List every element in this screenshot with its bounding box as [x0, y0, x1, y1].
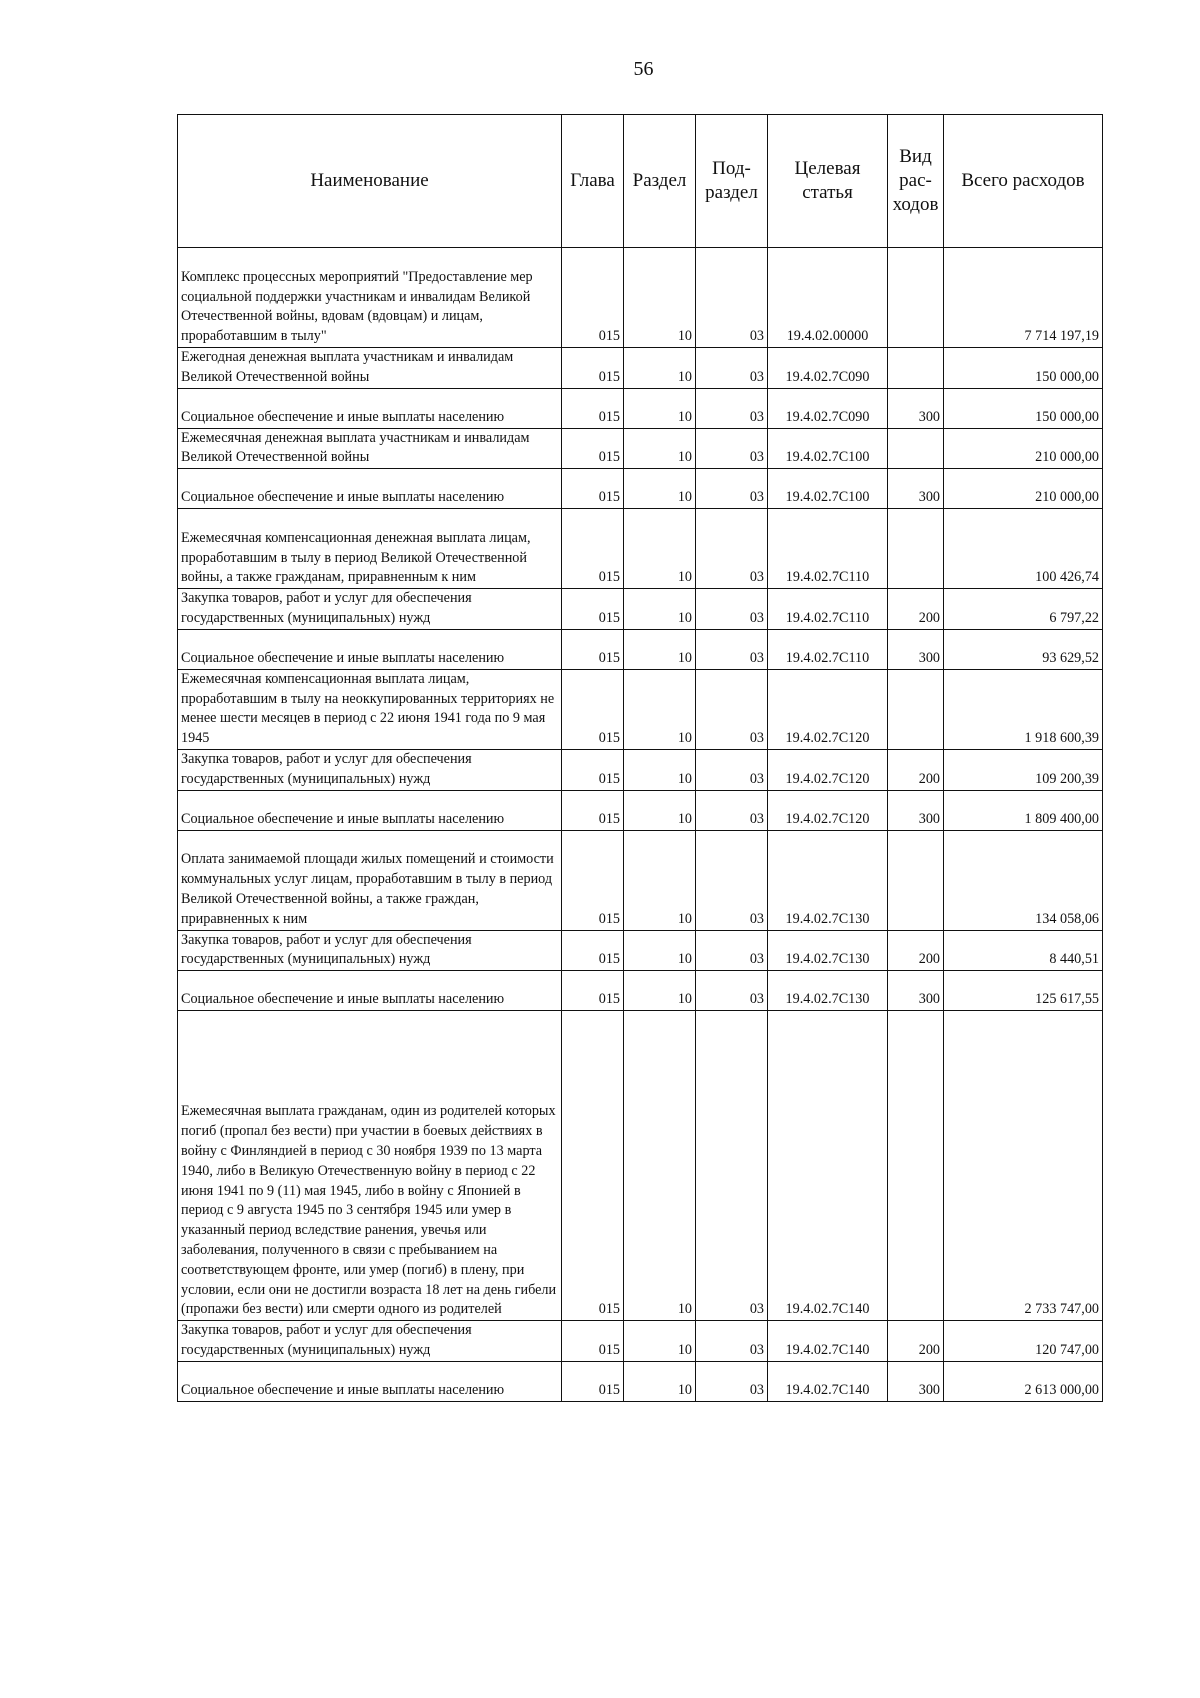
cell-vid-rashodov: 300 [888, 971, 944, 1011]
cell-podrazdel: 03 [696, 469, 768, 509]
cell-razdel: 10 [624, 428, 696, 469]
cell-vid-rashodov: 300 [888, 1361, 944, 1401]
cell-celevaya-statya: 19.4.02.7С130 [768, 971, 888, 1011]
budget-table [177, 114, 1103, 1402]
cell-name: Закупка товаров, работ и услуг для обеспечения государственных (муниципальных) нужд [178, 930, 562, 971]
cell-celevaya-statya: 19.4.02.7С110 [768, 629, 888, 669]
cell-total: 7 714 197,19 [944, 248, 1103, 348]
cell-razdel: 10 [624, 469, 696, 509]
header-vid-rashodov: Вид рас- ходов [888, 115, 944, 248]
table-row [178, 629, 1103, 669]
cell-total: 109 200,39 [944, 749, 1103, 790]
cell-total: 6 797,22 [944, 589, 1103, 630]
cell-glava: 015 [562, 1361, 624, 1401]
cell-podrazdel: 03 [696, 790, 768, 830]
cell-vid-rashodov [888, 830, 944, 930]
cell-celevaya-statya: 19.4.02.7С140 [768, 1011, 888, 1321]
cell-razdel: 10 [624, 971, 696, 1011]
table-row [178, 428, 1103, 469]
table-row [178, 930, 1103, 971]
cell-celevaya-statya: 19.4.02.7С090 [768, 388, 888, 428]
cell-vid-rashodov: 200 [888, 930, 944, 971]
cell-total: 125 617,55 [944, 971, 1103, 1011]
cell-podrazdel: 03 [696, 348, 768, 389]
cell-name: Ежемесячная выплата гражданам, один из родителей которых погиб (пропал без вести) при участии в боевых действиях в войну с Финляндией в период с 30 ноября 1939 по 13 марта 1940, либо в Великую Отечественную войну в период с 22 июня 1941 по 9 (11) мая 1945, либо в войну с Японией в период с 9 августа 1945 по 3 сентября 1945 или умер в указанный период вследствие ранения, увечья или заболевания, полученного в связи с пребыванием на соответствующем фронте, или умер (погиб) в плену, при условии, если они не достигли возраста 18 лет на день гибели (пропажи без вести) или смерти одного из родителей [178, 1011, 562, 1321]
table-row [178, 790, 1103, 830]
header-name: Наименование [178, 115, 562, 248]
cell-total: 120 747,00 [944, 1321, 1103, 1362]
cell-razdel: 10 [624, 248, 696, 348]
cell-podrazdel: 03 [696, 509, 768, 589]
cell-razdel: 10 [624, 930, 696, 971]
cell-celevaya-statya: 19.4.02.7С140 [768, 1361, 888, 1401]
cell-total: 210 000,00 [944, 428, 1103, 469]
cell-glava: 015 [562, 428, 624, 469]
cell-glava: 015 [562, 830, 624, 930]
cell-razdel: 10 [624, 589, 696, 630]
header-razdel: Раздел [624, 115, 696, 248]
cell-vid-rashodov: 300 [888, 629, 944, 669]
page-number: 56 [633, 58, 654, 80]
cell-razdel: 10 [624, 348, 696, 389]
cell-glava: 015 [562, 348, 624, 389]
cell-vid-rashodov [888, 248, 944, 348]
cell-podrazdel: 03 [696, 1011, 768, 1321]
cell-vid-rashodov [888, 348, 944, 389]
cell-total: 2 733 747,00 [944, 1011, 1103, 1321]
cell-vid-rashodov [888, 509, 944, 589]
cell-razdel: 10 [624, 830, 696, 930]
cell-celevaya-statya: 19.4.02.7С140 [768, 1321, 888, 1362]
cell-celevaya-statya: 19.4.02.7С100 [768, 428, 888, 469]
table-row [178, 589, 1103, 630]
cell-name: Закупка товаров, работ и услуг для обеспечения государственных (муниципальных) нужд [178, 589, 562, 630]
table-row [178, 971, 1103, 1011]
cell-glava: 015 [562, 629, 624, 669]
cell-vid-rashodov: 200 [888, 1321, 944, 1362]
cell-vid-rashodov [888, 428, 944, 469]
cell-glava: 015 [562, 589, 624, 630]
cell-total: 1 918 600,39 [944, 669, 1103, 749]
cell-razdel: 10 [624, 790, 696, 830]
cell-total: 2 613 000,00 [944, 1361, 1103, 1401]
table-row [178, 1321, 1103, 1362]
cell-glava: 015 [562, 1321, 624, 1362]
table-row [178, 509, 1103, 589]
cell-celevaya-statya: 19.4.02.7С090 [768, 348, 888, 389]
table-row [178, 1011, 1103, 1321]
cell-vid-rashodov: 300 [888, 790, 944, 830]
table-row [178, 830, 1103, 930]
cell-name: Социальное обеспечение и иные выплаты населению [178, 1361, 562, 1401]
header-celevaya-statya: Целевая статья [768, 115, 888, 248]
cell-total: 134 058,06 [944, 830, 1103, 930]
header-glava: Глава [562, 115, 624, 248]
cell-celevaya-statya: 19.4.02.7С120 [768, 790, 888, 830]
cell-name: Ежегодная денежная выплата участникам и инвалидам Великой Отечественной войны [178, 348, 562, 389]
cell-glava: 015 [562, 388, 624, 428]
cell-glava: 015 [562, 469, 624, 509]
cell-podrazdel: 03 [696, 428, 768, 469]
cell-total: 93 629,52 [944, 629, 1103, 669]
cell-celevaya-statya: 19.4.02.7С120 [768, 669, 888, 749]
cell-celevaya-statya: 19.4.02.7С120 [768, 749, 888, 790]
cell-name: Ежемесячная компенсационная денежная выплата лицам, проработавшим в тылу в период Великой Отечественной войны, а также гражданам, приравненным к ним [178, 509, 562, 589]
table-body [178, 248, 1103, 1402]
cell-celevaya-statya: 19.4.02.7С130 [768, 930, 888, 971]
cell-razdel: 10 [624, 509, 696, 589]
cell-glava: 015 [562, 1011, 624, 1321]
cell-celevaya-statya: 19.4.02.00000 [768, 248, 888, 348]
cell-total: 8 440,51 [944, 930, 1103, 971]
cell-razdel: 10 [624, 1321, 696, 1362]
cell-total: 150 000,00 [944, 388, 1103, 428]
cell-podrazdel: 03 [696, 629, 768, 669]
header-total: Всего расходов [944, 115, 1103, 248]
cell-name: Социальное обеспечение и иные выплаты населению [178, 790, 562, 830]
cell-razdel: 10 [624, 1361, 696, 1401]
cell-vid-rashodov: 300 [888, 469, 944, 509]
cell-glava: 015 [562, 749, 624, 790]
cell-podrazdel: 03 [696, 388, 768, 428]
cell-razdel: 10 [624, 388, 696, 428]
cell-glava: 015 [562, 248, 624, 348]
header-podrazdel: Под- раздел [696, 115, 768, 248]
cell-name: Ежемесячная компенсационная выплата лицам, проработавшим в тылу на неоккупированных территориях не менее шести месяцев в период с 22 июня 1941 года по 9 мая 1945 [178, 669, 562, 749]
cell-celevaya-statya: 19.4.02.7С130 [768, 830, 888, 930]
cell-podrazdel: 03 [696, 589, 768, 630]
cell-vid-rashodov [888, 669, 944, 749]
table-header [178, 115, 1103, 248]
cell-celevaya-statya: 19.4.02.7С100 [768, 469, 888, 509]
cell-name: Социальное обеспечение и иные выплаты населению [178, 469, 562, 509]
cell-name: Социальное обеспечение и иные выплаты населению [178, 388, 562, 428]
cell-podrazdel: 03 [696, 1321, 768, 1362]
cell-total: 1 809 400,00 [944, 790, 1103, 830]
table-row [178, 469, 1103, 509]
cell-razdel: 10 [624, 1011, 696, 1321]
cell-podrazdel: 03 [696, 1361, 768, 1401]
cell-name: Социальное обеспечение и иные выплаты населению [178, 629, 562, 669]
cell-name: Комплекс процессных мероприятий "Предоставление мер социальной поддержки участникам и инвалидам Великой Отечественной войны, вдовам (вдовцам) и лицам, проработавшим в тылу" [178, 248, 562, 348]
cell-total: 100 426,74 [944, 509, 1103, 589]
table-row [178, 388, 1103, 428]
cell-vid-rashodov [888, 1011, 944, 1321]
cell-glava: 015 [562, 509, 624, 589]
cell-celevaya-statya: 19.4.02.7С110 [768, 589, 888, 630]
cell-name: Закупка товаров, работ и услуг для обеспечения государственных (муниципальных) нужд [178, 749, 562, 790]
cell-podrazdel: 03 [696, 971, 768, 1011]
table-row [178, 669, 1103, 749]
table-row [178, 749, 1103, 790]
cell-name: Оплата занимаемой площади жилых помещений и стоимости коммунальных услуг лицам, проработавшим в тылу в период Великой Отечественной войны, а также граждан, приравненных к ним [178, 830, 562, 930]
cell-glava: 015 [562, 971, 624, 1011]
cell-name: Закупка товаров, работ и услуг для обеспечения государственных (муниципальных) нужд [178, 1321, 562, 1362]
cell-podrazdel: 03 [696, 749, 768, 790]
cell-razdel: 10 [624, 629, 696, 669]
cell-vid-rashodov: 200 [888, 589, 944, 630]
table-row [178, 348, 1103, 389]
cell-name: Ежемесячная денежная выплата участникам и инвалидам Великой Отечественной войны [178, 428, 562, 469]
cell-glava: 015 [562, 930, 624, 971]
cell-podrazdel: 03 [696, 669, 768, 749]
cell-podrazdel: 03 [696, 930, 768, 971]
table-row [178, 248, 1103, 348]
cell-celevaya-statya: 19.4.02.7С110 [768, 509, 888, 589]
cell-podrazdel: 03 [696, 830, 768, 930]
cell-glava: 015 [562, 669, 624, 749]
table-row [178, 1361, 1103, 1401]
cell-total: 210 000,00 [944, 469, 1103, 509]
cell-glava: 015 [562, 790, 624, 830]
cell-vid-rashodov: 200 [888, 749, 944, 790]
cell-total: 150 000,00 [944, 348, 1103, 389]
cell-razdel: 10 [624, 749, 696, 790]
cell-razdel: 10 [624, 669, 696, 749]
cell-podrazdel: 03 [696, 248, 768, 348]
cell-name: Социальное обеспечение и иные выплаты населению [178, 971, 562, 1011]
cell-vid-rashodov: 300 [888, 388, 944, 428]
